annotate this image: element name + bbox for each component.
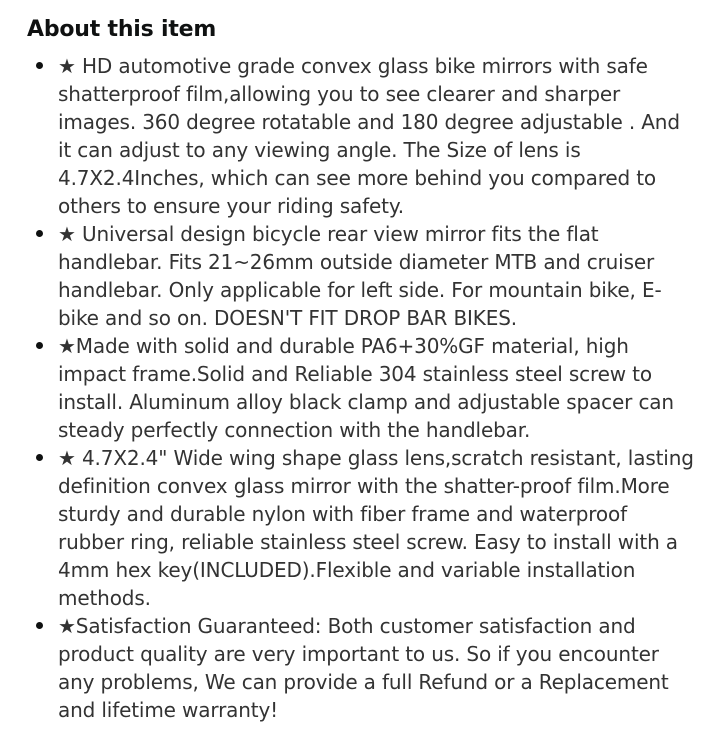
feature-bullet-1 bbox=[27, 52, 694, 220]
feature-bullet-text: ★ 4.7X2.4" Wide wing shape glass lens,scratch resistant, lasting definition convex glass mirror with the shatter-proof film.More sturdy and durable nylon with fiber frame and waterproof rubber ring, reliable stainless steel screw. Easy to install with a 4mm hex key(INCLUDED).Flexible and variable installation methods. bbox=[58, 446, 694, 610]
feature-bullet-text: ★ HD automotive grade convex glass bike mirrors with safe shatterproof film,allowing you to see clearer and sharper images. 360 degree rotatable and 180 degree adjustable . And it can adjust to any viewing angle. The Size of lens is 4.7X2.4Inches, which can see more behind you compared to others to ensure your riding safety. bbox=[58, 54, 680, 218]
feature-bullet-5 bbox=[27, 612, 694, 724]
feature-bullet-list bbox=[27, 52, 694, 724]
bullet-dot-icon bbox=[36, 622, 43, 629]
bullet-dot-icon bbox=[36, 230, 43, 237]
bullet-dot-icon bbox=[36, 62, 43, 69]
section-title: About this item bbox=[27, 17, 217, 42]
feature-bullet-4 bbox=[27, 444, 694, 612]
feature-bullet-2 bbox=[27, 220, 694, 332]
feature-bullet-3 bbox=[27, 332, 694, 444]
bullet-dot-icon bbox=[36, 454, 43, 461]
bullet-dot-icon bbox=[36, 342, 43, 349]
feature-bullet-text: ★Made with solid and durable PA6+30%GF material, high impact frame.Solid and Reliable 304 stainless steel screw to install. Aluminum alloy black clamp and adjustable spacer can steady perfectly connection with the handlebar. bbox=[58, 334, 674, 442]
feature-bullet-text: ★ Universal design bicycle rear view mirror fits the flat handlebar. Fits 21~26mm outside diameter MTB and cruiser handlebar. Only applicable for left side. For mountain bike, E-bike and so on. DOESN'T FIT DROP BAR BIKES. bbox=[58, 222, 662, 330]
feature-bullet-text: ★Satisfaction Guaranteed: Both customer satisfaction and product quality are very important to us. So if you encounter any problems, We can provide a full Refund or a Replacement and lifetime warranty! bbox=[58, 614, 669, 722]
